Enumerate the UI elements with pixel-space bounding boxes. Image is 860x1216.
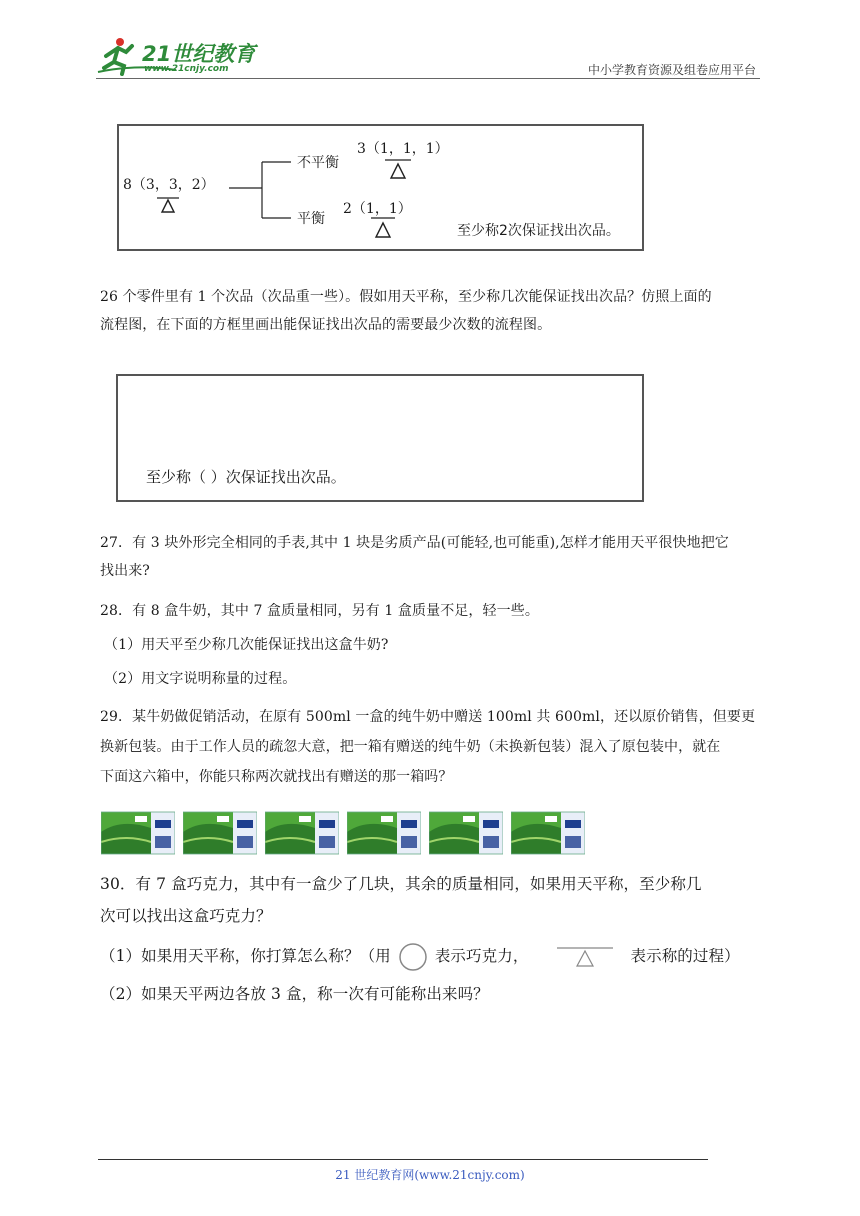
header-divider bbox=[96, 78, 760, 79]
question-26-line-2: 流程图，在下面的方框里画出能保证找出次品的需要最少次数的流程图。 bbox=[100, 317, 552, 333]
question-28-line-1: 28．有 8 盒牛奶，其中 7 盒质量相同，另有 1 盒质量不足，轻一些。 bbox=[100, 603, 539, 619]
question-28-sub-1: （1）用天平至少称几次能保证找出这盒牛奶? bbox=[104, 637, 389, 653]
question-28-sub-2: （2）用文字说明称量的过程。 bbox=[104, 671, 297, 687]
milk-box-image bbox=[265, 808, 339, 856]
question-29-line-1: 29．某牛奶做促销活动，在原有 500ml 一盒的纯牛奶中赠送 100ml 共 600ml，还以原价销售，但要更 bbox=[100, 709, 756, 725]
question-29 bbox=[100, 702, 760, 792]
milk-box-image bbox=[347, 808, 421, 856]
question-30-sub-1-b: 表示巧克力， bbox=[434, 947, 529, 965]
flowchart-unbalanced-label: 不平衡 bbox=[297, 155, 339, 171]
footer-site: 21 世纪教育网(www.21cnjy.com) bbox=[335, 1168, 525, 1182]
question-28 bbox=[100, 597, 760, 693]
flowchart-root: 8（3，3，2） bbox=[123, 177, 215, 193]
milk-box-image bbox=[511, 808, 585, 856]
question-30-sub-1-a: （1）如果用天平称，你打算怎么称？（用 bbox=[100, 947, 391, 965]
logo-sub-text: www.21cnjy.com bbox=[144, 64, 229, 74]
question-29-line-3: 下面这六箱中，你能只称两次就找出有赠送的那一箱吗？ bbox=[100, 769, 453, 785]
question-30-sub-2: （2）如果天平两边各放 3 盒，称一次有可能称出来吗？ bbox=[100, 985, 489, 1003]
platform-name: 中小学教育资源及组卷应用平台 bbox=[587, 63, 756, 77]
flowchart-balanced-label: 平衡 bbox=[297, 211, 325, 227]
example-flowchart bbox=[117, 124, 644, 251]
answer-box-text: 至少称（ ）次保证找出次品。 bbox=[146, 468, 346, 486]
question-26 bbox=[100, 283, 760, 339]
question-30-line-1: 30．有 7 盒巧克力，其中有一盒少了几块，其余的质量相同，如果用天平称，至少称几 bbox=[100, 875, 702, 893]
flowchart-unbalanced-expr: 3（1，1，1） bbox=[357, 141, 449, 157]
flowchart-conclusion: 至少称2次保证找出次品。 bbox=[457, 223, 620, 239]
question-27-line-1: 27．有 3 块外形完全相同的手表,其中 1 块是劣质产品(可能轻,也可能重),怎样才能用天平很快地把它 bbox=[100, 535, 729, 551]
question-27 bbox=[100, 529, 760, 585]
site-logo bbox=[96, 34, 266, 78]
question-30-sub-1-c: 表示称的过程） bbox=[630, 947, 740, 965]
milk-box-image bbox=[101, 808, 175, 856]
question-30-line-2: 次可以找出这盒巧克力？ bbox=[100, 907, 272, 925]
footer-divider bbox=[98, 1159, 708, 1160]
question-30-sub-1 bbox=[100, 940, 760, 972]
balance-scale-icon bbox=[553, 942, 621, 972]
logo-main-text: 21世纪教育 bbox=[142, 42, 256, 66]
milk-box-image bbox=[429, 808, 503, 856]
question-27-line-2: 找出来? bbox=[100, 563, 150, 579]
question-26-line-1: 26 个零件里有 1 个次品（次品重一些）。假如用天平称，至少称几次能保证找出次品？仿照上面的 bbox=[100, 289, 712, 305]
chocolate-circle-icon bbox=[396, 942, 430, 972]
milk-box-image bbox=[183, 808, 257, 856]
flowchart-balanced-expr: 2（1，1） bbox=[343, 201, 412, 217]
question-29-line-2: 换新包装。由于工作人员的疏忽大意，把一箱有赠送的纯牛奶（未换新包装）混入了原包装中，就在 bbox=[100, 739, 721, 755]
question-30 bbox=[100, 868, 760, 1010]
